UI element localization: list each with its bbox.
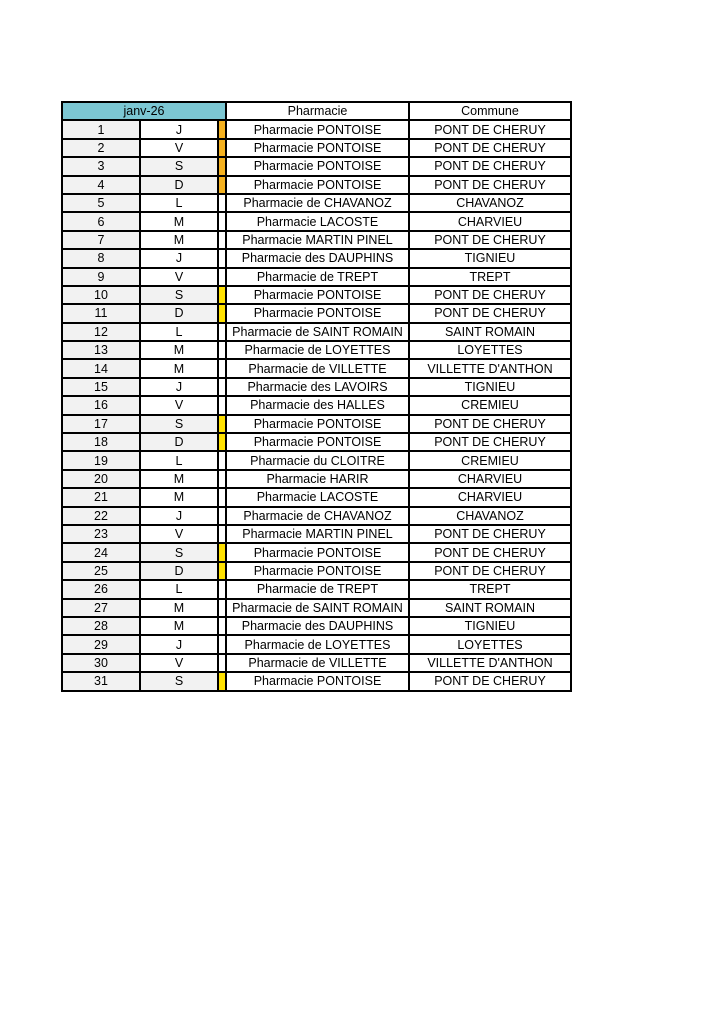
pharmacie-cell: Pharmacie de LOYETTES <box>226 341 409 359</box>
day-number: 5 <box>62 194 140 212</box>
weekday-letter: L <box>140 451 218 469</box>
commune-cell: VILLETTE D'ANTHON <box>409 654 571 672</box>
weekday-letter: S <box>140 415 218 433</box>
day-number: 21 <box>62 488 140 506</box>
weekday-letter: S <box>140 672 218 690</box>
pharmacie-cell: Pharmacie de CHAVANOZ <box>226 507 409 525</box>
yellow-marker <box>218 672 226 690</box>
pharmacie-cell: Pharmacie PONTOISE <box>226 139 409 157</box>
commune-cell: PONT DE CHERUY <box>409 525 571 543</box>
pharmacie-cell: Pharmacie PONTOISE <box>226 543 409 561</box>
pharmacie-cell: Pharmacie PONTOISE <box>226 562 409 580</box>
day-number: 16 <box>62 396 140 414</box>
commune-cell: PONT DE CHERUY <box>409 231 571 249</box>
day-number: 30 <box>62 654 140 672</box>
pharmacie-cell: Pharmacie de TREPT <box>226 268 409 286</box>
commune-cell: CREMIEU <box>409 396 571 414</box>
empty-marker <box>218 212 226 230</box>
commune-cell: PONT DE CHERUY <box>409 157 571 175</box>
table-row <box>62 617 571 635</box>
table-row <box>62 157 571 175</box>
duty-schedule-table <box>61 101 572 692</box>
commune-cell: CHAVANOZ <box>409 194 571 212</box>
yellow-marker <box>218 286 226 304</box>
empty-marker <box>218 268 226 286</box>
table-row <box>62 525 571 543</box>
commune-cell: CHARVIEU <box>409 470 571 488</box>
pharmacie-cell: Pharmacie MARTIN PINEL <box>226 525 409 543</box>
empty-marker <box>218 249 226 267</box>
weekday-letter: V <box>140 268 218 286</box>
empty-marker <box>218 378 226 396</box>
table-row <box>62 580 571 598</box>
weekday-letter: J <box>140 249 218 267</box>
empty-marker <box>218 507 226 525</box>
day-number: 3 <box>62 157 140 175</box>
weekday-letter: M <box>140 617 218 635</box>
table-row <box>62 433 571 451</box>
commune-cell: CHARVIEU <box>409 212 571 230</box>
day-number: 28 <box>62 617 140 635</box>
weekday-letter: L <box>140 323 218 341</box>
pharmacie-cell: Pharmacie des DAUPHINS <box>226 249 409 267</box>
empty-marker <box>218 525 226 543</box>
weekday-letter: S <box>140 157 218 175</box>
pharmacie-cell: Pharmacie du CLOITRE <box>226 451 409 469</box>
empty-marker <box>218 654 226 672</box>
yellow-marker <box>218 543 226 561</box>
yellow-marker <box>218 304 226 322</box>
table-row <box>62 139 571 157</box>
header-row <box>62 102 571 120</box>
empty-marker <box>218 341 226 359</box>
weekday-letter: M <box>140 488 218 506</box>
empty-marker <box>218 599 226 617</box>
table-row <box>62 654 571 672</box>
weekday-letter: J <box>140 635 218 653</box>
day-number: 4 <box>62 176 140 194</box>
commune-cell: PONT DE CHERUY <box>409 176 571 194</box>
weekday-letter: V <box>140 139 218 157</box>
pharmacie-cell: Pharmacie PONTOISE <box>226 286 409 304</box>
pharmacie-header: Pharmacie <box>226 102 409 120</box>
table-row <box>62 194 571 212</box>
weekday-letter: D <box>140 176 218 194</box>
commune-cell: PONT DE CHERUY <box>409 433 571 451</box>
day-number: 29 <box>62 635 140 653</box>
commune-cell: PONT DE CHERUY <box>409 543 571 561</box>
table-row <box>62 231 571 249</box>
table-row <box>62 488 571 506</box>
day-number: 9 <box>62 268 140 286</box>
table-row <box>62 562 571 580</box>
pharmacie-cell: Pharmacie de LOYETTES <box>226 635 409 653</box>
weekday-letter: M <box>140 341 218 359</box>
pharmacie-cell: Pharmacie PONTOISE <box>226 672 409 690</box>
weekday-letter: L <box>140 580 218 598</box>
weekday-letter: D <box>140 562 218 580</box>
table-row <box>62 451 571 469</box>
weekday-letter: J <box>140 120 218 138</box>
yellow-marker <box>218 433 226 451</box>
weekday-letter: V <box>140 654 218 672</box>
pharmacie-cell: Pharmacie PONTOISE <box>226 120 409 138</box>
commune-cell: PONT DE CHERUY <box>409 286 571 304</box>
pharmacie-cell: Pharmacie des LAVOIRS <box>226 378 409 396</box>
day-number: 17 <box>62 415 140 433</box>
commune-cell: TIGNIEU <box>409 617 571 635</box>
yellow-marker <box>218 562 226 580</box>
day-number: 7 <box>62 231 140 249</box>
pharmacie-cell: Pharmacie des HALLES <box>226 396 409 414</box>
schedule-body <box>62 120 571 690</box>
commune-cell: CREMIEU <box>409 451 571 469</box>
day-number: 22 <box>62 507 140 525</box>
weekday-letter: M <box>140 470 218 488</box>
day-number: 26 <box>62 580 140 598</box>
pharmacie-cell: Pharmacie de CHAVANOZ <box>226 194 409 212</box>
weekday-letter: S <box>140 543 218 561</box>
commune-cell: LOYETTES <box>409 341 571 359</box>
pharmacie-cell: Pharmacie PONTOISE <box>226 415 409 433</box>
empty-marker <box>218 635 226 653</box>
weekday-letter: M <box>140 359 218 377</box>
table-row <box>62 415 571 433</box>
weekday-letter: V <box>140 525 218 543</box>
commune-cell: TREPT <box>409 580 571 598</box>
empty-marker <box>218 451 226 469</box>
orange-marker <box>218 157 226 175</box>
weekday-letter: S <box>140 286 218 304</box>
empty-marker <box>218 194 226 212</box>
commune-cell: TIGNIEU <box>409 378 571 396</box>
commune-cell: TIGNIEU <box>409 249 571 267</box>
table-row <box>62 396 571 414</box>
day-number: 25 <box>62 562 140 580</box>
table-row <box>62 176 571 194</box>
table-row <box>62 507 571 525</box>
commune-cell: VILLETTE D'ANTHON <box>409 359 571 377</box>
day-number: 1 <box>62 120 140 138</box>
commune-cell: CHAVANOZ <box>409 507 571 525</box>
weekday-letter: L <box>140 194 218 212</box>
table-row <box>62 286 571 304</box>
commune-header: Commune <box>409 102 571 120</box>
weekday-letter: M <box>140 599 218 617</box>
day-number: 10 <box>62 286 140 304</box>
weekday-letter: D <box>140 304 218 322</box>
weekday-letter: M <box>140 231 218 249</box>
month-header: janv-26 <box>62 102 226 120</box>
pharmacie-cell: Pharmacie PONTOISE <box>226 157 409 175</box>
weekday-letter: V <box>140 396 218 414</box>
pharmacie-cell: Pharmacie LACOSTE <box>226 488 409 506</box>
table-row <box>62 359 571 377</box>
empty-marker <box>218 323 226 341</box>
commune-cell: PONT DE CHERUY <box>409 120 571 138</box>
pharmacie-cell: Pharmacie HARIR <box>226 470 409 488</box>
day-number: 14 <box>62 359 140 377</box>
day-number: 23 <box>62 525 140 543</box>
empty-marker <box>218 580 226 598</box>
commune-cell: PONT DE CHERUY <box>409 139 571 157</box>
empty-marker <box>218 359 226 377</box>
pharmacie-cell: Pharmacie de TREPT <box>226 580 409 598</box>
day-number: 31 <box>62 672 140 690</box>
empty-marker <box>218 617 226 635</box>
empty-marker <box>218 470 226 488</box>
day-number: 13 <box>62 341 140 359</box>
day-number: 24 <box>62 543 140 561</box>
table-row <box>62 268 571 286</box>
weekday-letter: J <box>140 507 218 525</box>
yellow-marker <box>218 415 226 433</box>
day-number: 15 <box>62 378 140 396</box>
commune-cell: CHARVIEU <box>409 488 571 506</box>
empty-marker <box>218 488 226 506</box>
table-row <box>62 120 571 138</box>
day-number: 6 <box>62 212 140 230</box>
empty-marker <box>218 231 226 249</box>
commune-cell: PONT DE CHERUY <box>409 304 571 322</box>
table-row <box>62 470 571 488</box>
table-row <box>62 599 571 617</box>
weekday-letter: M <box>140 212 218 230</box>
day-number: 27 <box>62 599 140 617</box>
table-row <box>62 323 571 341</box>
pharmacie-cell: Pharmacie de VILLETTE <box>226 654 409 672</box>
weekday-letter: D <box>140 433 218 451</box>
orange-marker <box>218 176 226 194</box>
weekday-letter: J <box>140 378 218 396</box>
pharmacie-cell: Pharmacie PONTOISE <box>226 433 409 451</box>
commune-cell: PONT DE CHERUY <box>409 562 571 580</box>
pharmacie-cell: Pharmacie de VILLETTE <box>226 359 409 377</box>
commune-cell: SAINT ROMAIN <box>409 599 571 617</box>
pharmacie-cell: Pharmacie PONTOISE <box>226 304 409 322</box>
empty-marker <box>218 396 226 414</box>
table-row <box>62 378 571 396</box>
commune-cell: LOYETTES <box>409 635 571 653</box>
pharmacie-cell: Pharmacie PONTOISE <box>226 176 409 194</box>
day-number: 18 <box>62 433 140 451</box>
table-row <box>62 341 571 359</box>
table-row <box>62 304 571 322</box>
day-number: 20 <box>62 470 140 488</box>
day-number: 8 <box>62 249 140 267</box>
commune-cell: PONT DE CHERUY <box>409 415 571 433</box>
commune-cell: PONT DE CHERUY <box>409 672 571 690</box>
table-row <box>62 212 571 230</box>
day-number: 19 <box>62 451 140 469</box>
pharmacie-cell: Pharmacie des DAUPHINS <box>226 617 409 635</box>
day-number: 2 <box>62 139 140 157</box>
pharmacie-cell: Pharmacie de SAINT ROMAIN <box>226 599 409 617</box>
table-row <box>62 249 571 267</box>
orange-marker <box>218 139 226 157</box>
table-row <box>62 635 571 653</box>
day-number: 11 <box>62 304 140 322</box>
orange-marker <box>218 120 226 138</box>
table-row <box>62 543 571 561</box>
commune-cell: TREPT <box>409 268 571 286</box>
day-number: 12 <box>62 323 140 341</box>
pharmacie-cell: Pharmacie LACOSTE <box>226 212 409 230</box>
pharmacie-cell: Pharmacie de SAINT ROMAIN <box>226 323 409 341</box>
pharmacie-cell: Pharmacie MARTIN PINEL <box>226 231 409 249</box>
table-row <box>62 672 571 690</box>
commune-cell: SAINT ROMAIN <box>409 323 571 341</box>
